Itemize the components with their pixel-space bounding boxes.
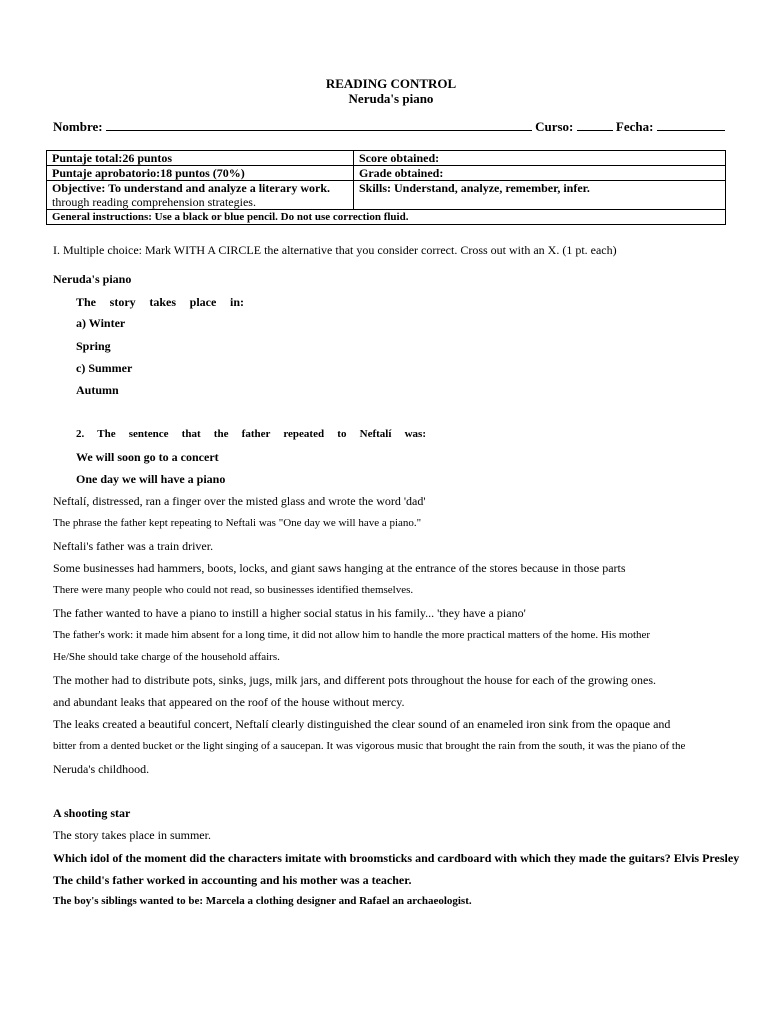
answer-line: The phrase the father kept repeating to Neftali was "One day we will have a piano." — [53, 517, 422, 529]
answer-line: Neftali's father was a train driver. — [53, 539, 214, 553]
fecha-label: Fecha: — [615, 119, 654, 134]
answer-line: bitter from a dented bucket or the light singing of a saucepan. It was vigorous music that brought the rain from the south, it was the piano of the — [53, 740, 686, 752]
puntaje-total: Puntaje total:26 puntos — [47, 151, 354, 166]
answer-line: The father's work: it made him absent for a long time, it did not allow him to handle the more practical matters of the home. His mother — [53, 629, 651, 641]
objective-text: Objective: To understand and analyze a literary work. — [52, 181, 330, 195]
info-table — [46, 150, 726, 225]
question-1: The story takes place in: — [76, 295, 244, 309]
q1-option-b[interactable]: Spring — [76, 339, 111, 353]
q1-option-a[interactable]: a) Winter — [76, 316, 126, 330]
student-info-line — [53, 119, 720, 135]
answer-line: Some businesses had hammers, boots, locks, and giant saws hanging at the entrance of the stores because in those parts — [53, 561, 626, 575]
score-obtained: Score obtained: — [354, 151, 726, 166]
answer-line: The boy's siblings wanted to be: Marcela a clothing designer and Rafael an archaeologist. — [53, 895, 472, 907]
answer-line: Which idol of the moment did the characters imitate with broomsticks and cardboard with which they made the guitars? Elvis Presley — [53, 851, 740, 865]
q1-option-d[interactable]: Autumn — [76, 383, 119, 397]
q1-option-c[interactable]: c) Summer — [76, 361, 133, 375]
fecha-field[interactable] — [657, 120, 725, 131]
page-subtitle: Neruda's piano — [348, 91, 434, 106]
answer-line: Neftalí, distressed, ran a finger over the misted glass and wrote the word 'dad' — [53, 494, 426, 508]
answer-line: The mother had to distribute pots, sinks, jugs, milk jars, and different pots throughout the house for each of the growing ones. — [53, 673, 657, 687]
objective-cont: through reading comprehension strategies. — [52, 195, 256, 209]
grade-obtained: Grade obtained: — [354, 166, 726, 181]
answer-line: The father wanted to have a piano to instill a higher social status in his family... 'they have a piano' — [53, 606, 526, 620]
answer-line: and abundant leaks that appeared on the roof of the house without mercy. — [53, 695, 405, 709]
question-2: 2. The sentence that the father repeated to Neftalí was: — [76, 428, 426, 440]
answer-line: There were many people who could not read, so businesses identified themselves. — [53, 584, 414, 596]
answer-line: Neruda's childhood. — [53, 762, 150, 776]
curso-field[interactable] — [577, 120, 613, 131]
puntaje-aprobatorio: Puntaje aprobatorio:18 puntos (70%) — [47, 166, 354, 181]
nombre-label: Nombre: — [53, 119, 103, 134]
answer-line: He/She should take charge of the household affairs. — [53, 651, 280, 663]
objective-cell — [47, 181, 354, 210]
answer-line: The child's father worked in accounting and his mother was a teacher. — [53, 873, 412, 887]
page-title: READING CONTROL — [325, 76, 457, 91]
answer-line: The story takes place in summer. — [53, 828, 211, 842]
q2-option-b[interactable]: One day we will have a piano — [76, 472, 226, 486]
skills-text: Skills: Understand, analyze, remember, infer. — [354, 181, 726, 210]
section-heading-shooting-star: A shooting star — [53, 806, 131, 820]
answer-line: The leaks created a beautiful concert, Neftalí clearly distinguished the clear sound of an enameled iron sink from the opaque and — [53, 717, 671, 731]
q2-option-a[interactable]: We will soon go to a concert — [76, 450, 219, 464]
general-instructions: General instructions: Use a black or blue pencil. Do not use correction fluid. — [47, 210, 726, 225]
nombre-field[interactable] — [106, 120, 532, 131]
curso-label: Curso: — [535, 119, 574, 134]
section-instruction: I. Multiple choice: Mark WITH A CIRCLE the alternative that you consider correct. Cross out with an X. (1 pt. each) — [53, 243, 617, 257]
section-heading-neruda: Neruda's piano — [53, 272, 132, 286]
